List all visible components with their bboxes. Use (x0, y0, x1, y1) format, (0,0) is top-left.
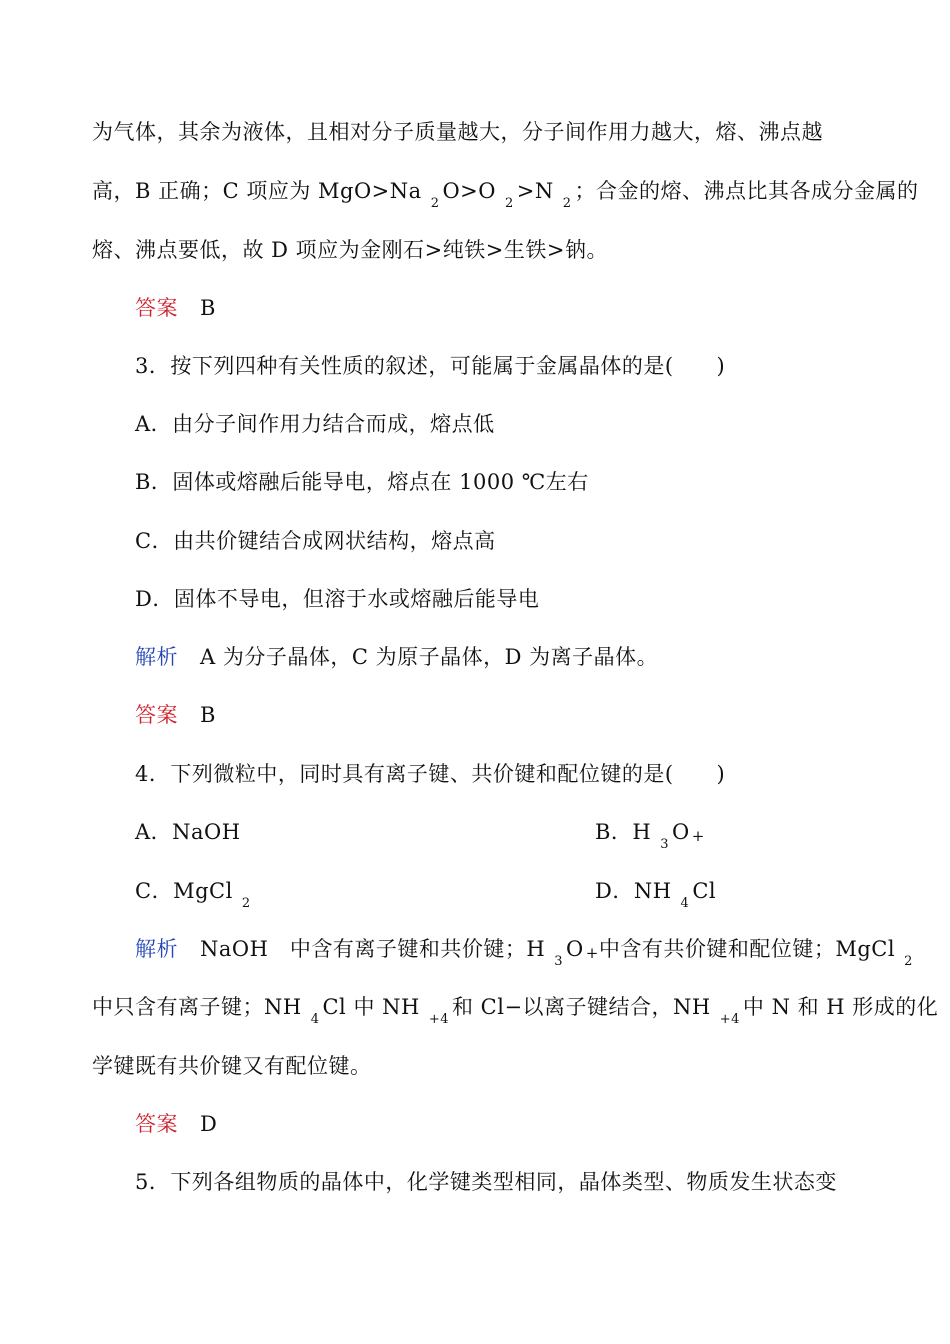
paragraph-line: 为气体，其余为液体，且相对分子质量越大，分子间作用力越大，熔、沸点越 (92, 120, 823, 144)
subscript: 2 (904, 954, 913, 969)
question-stem: 3．按下列四种有关性质的叙述，可能属于金属晶体的是( ) (135, 354, 726, 378)
subscript: 3 (554, 954, 564, 969)
answer-label: 答案 (135, 1112, 178, 1136)
option-a: A．由分子间作用力结合而成，熔点低 (135, 412, 495, 436)
explanation-label: 解析 (135, 937, 178, 961)
ion-charge: +4 (719, 1012, 740, 1027)
answer-value: B (200, 703, 216, 727)
option-b: B．$H_3O$ + (595, 820, 705, 852)
option-c: C．MgCl$_2$ (135, 879, 251, 911)
text: >N (516, 179, 554, 203)
answer-line (135, 700, 216, 730)
answer-line (135, 293, 216, 323)
answer-label: 答案 (135, 703, 178, 727)
explanation-text: A 为分子晶体，C 为原子晶体，D 为离子晶体。 (200, 645, 659, 669)
subscript: 3 (660, 837, 670, 852)
question-stem: 5．下列各组物质的晶体中，化学键类型相同，晶体类型、物质发生状态变 (135, 1170, 837, 1194)
explanation-line: 解析 NaOH 中含有离子键和共价键；$H_3O$ +中含有共价键和配位键；MgCl$_2$ (135, 937, 913, 969)
option-b: B．固体或熔融后能导电，熔点在 1000 ℃左右 (135, 470, 589, 494)
text: 高，B 正确；C 项应为 MgO>Na (92, 179, 422, 203)
explanation-line (135, 642, 658, 672)
subscript: 2 (505, 196, 514, 211)
subscript: 4 (310, 1012, 320, 1027)
options-row (135, 876, 835, 910)
text: ；合金的熔、沸点比其各成分金属的 (574, 179, 919, 203)
explanation-line: 中只含有离子键；$NH_4Cl$ 中 $NH_{+4}$和 Cl−以离子键结合，$NH_{+4}$中 N 和 H 形成的化 (92, 995, 939, 1027)
paragraph-line: 熔、沸点要低，故 D 项应为金刚石>纯铁>生铁>钠。 (92, 238, 608, 262)
superscript: + (691, 827, 705, 845)
explanation-line: 学键既有共价键又有配位键。 (92, 1054, 372, 1078)
superscript: + (585, 944, 599, 962)
ion-charge: +4 (428, 1012, 449, 1027)
subscript: 2 (241, 896, 251, 911)
option-d: D．固体不导电，但溶于水或熔融后能导电 (135, 587, 540, 611)
answer-line (135, 1109, 217, 1139)
answer-value: B (200, 296, 216, 320)
explanation-label: 解析 (135, 645, 178, 669)
option-d: D．$NH_4Cl$ (595, 879, 717, 911)
paragraph-line (92, 176, 919, 210)
option-c: C．由共价键结合成网状结构，熔点高 (135, 529, 496, 553)
answer-value: D (200, 1112, 218, 1136)
question-stem: 4．下列微粒中，同时具有离子键、共价键和配位键的是( ) (135, 762, 726, 786)
text: O>O (442, 179, 496, 203)
options-row (135, 817, 835, 852)
subscript: 4 (680, 896, 690, 911)
option-a: A．NaOH (135, 820, 241, 844)
subscript: 2 (430, 196, 440, 211)
answer-label: 答案 (135, 296, 178, 320)
subscript: 2 (562, 196, 572, 211)
